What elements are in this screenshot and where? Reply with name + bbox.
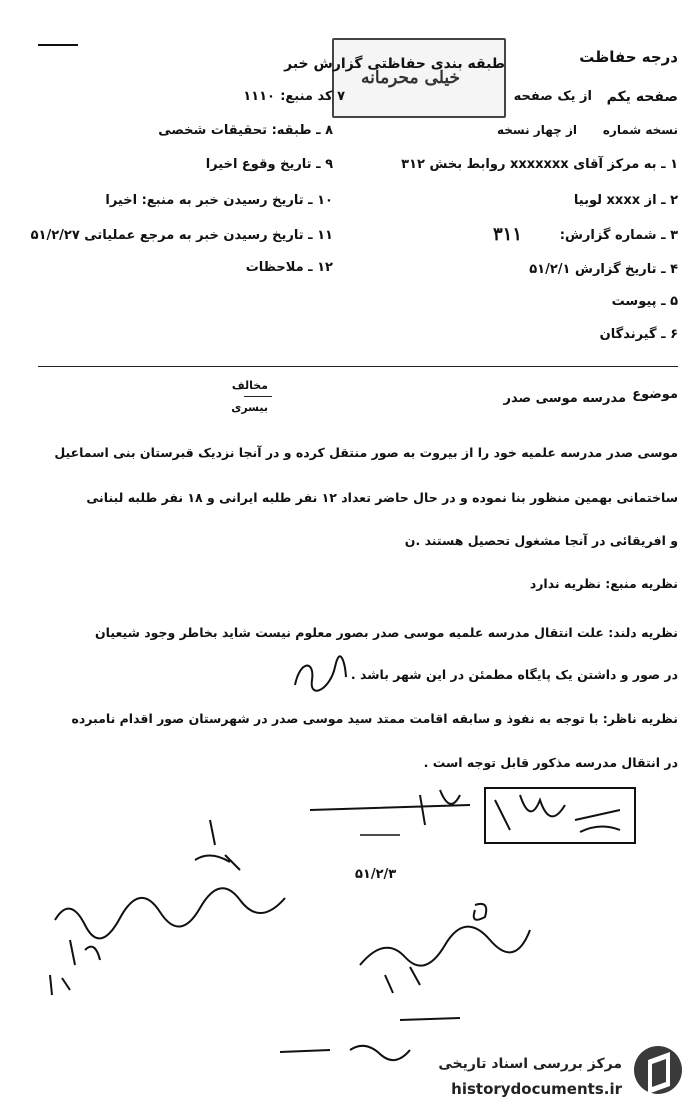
- page-label: صفحه یکم: [606, 89, 678, 105]
- right-field-5: ۵ ـ پیوست: [611, 294, 678, 309]
- left-field-10: ۱۰ ـ تاریخ رسیدن خبر به منبع: اخیرا: [105, 193, 333, 208]
- report-number-handwritten: ۳۱۱: [492, 224, 522, 245]
- right-field-1: ۱ ـ به مرکز آقای xxxxxxx روابط بخش ۳۱۲: [401, 157, 678, 172]
- right-field-4: ۴ ـ تاریخ گزارش ۵۱/۲/۱: [529, 262, 678, 277]
- right-field-3: ۳ ـ شماره گزارش:: [559, 228, 678, 243]
- handwritten-mark: [290, 655, 350, 695]
- body-line-5: نظریه دلند: علت انتقال مدرسه علمیه موسی صدر بصور معلوم نیست شاید بخاطر وجود شیعیان: [95, 625, 678, 640]
- security-label: درجه حفاظت: [579, 48, 678, 66]
- handwritten-signature-right: [345, 895, 545, 1000]
- watermark-site: historydocuments.ir: [451, 1080, 622, 1098]
- watermark-name: مرکز بررسی اسناد تاریخی: [438, 1056, 622, 1072]
- right-field-6: ۶ ـ گیرندگان: [599, 327, 678, 342]
- side-note-divider: [244, 396, 272, 397]
- body-line-6: در صور و داشتن یک پایگاه مطمئن در این شهر باشد .: [350, 667, 678, 682]
- separator-line: [38, 366, 678, 367]
- copy-number: نسخه شماره: [602, 123, 678, 137]
- left-field-12: ۱۲ ـ ملاحظات: [245, 260, 333, 275]
- subject-label: موضوع: [632, 387, 678, 402]
- subject-side-note-top: مخالف: [231, 379, 268, 392]
- classification-title: طبقه بندی حفاظتی گزارش خبر: [284, 56, 505, 72]
- subject-side-note-bottom: بیسری: [231, 401, 268, 414]
- top-dash: [38, 44, 78, 46]
- source-code-label: ۷ کد منبع:: [280, 89, 345, 104]
- page-of: از یک صفحه: [513, 89, 592, 104]
- copy-of: از چهار نسخه: [496, 123, 577, 137]
- body-line-4: نظریه منبع: نظریه ندارد: [529, 576, 678, 591]
- source-code-value: ۱۱۱۰: [243, 89, 275, 104]
- body-line-3: و افریقائی در آنجا مشغول تحصیل هستند .ن: [404, 533, 678, 548]
- watermark-logo-icon: [630, 1040, 686, 1100]
- date-bottom: ۵۱/۲/۳: [355, 867, 397, 882]
- left-field-9: ۹ ـ تاریخ وقوع اخیرا: [205, 157, 333, 172]
- handwritten-notes-left: [40, 800, 330, 1000]
- body-line-1: موسی صدر مدرسه علمیه خود را از بیروت به صور منتقل کرده و در آنجا نزدیک قبرستان بنی اسماعیل: [54, 445, 678, 460]
- left-field-11: ۱۱ ـ تاریخ رسیدن خبر به مرجع عملیاتی ۵۱/۲/۲۷: [30, 228, 333, 243]
- stamp-word: خیلی محرمانه: [361, 68, 460, 88]
- signature-stamp-box: [470, 780, 645, 850]
- body-line-8: در انتقال مدرسه مذکور قابل توجه است .: [423, 755, 678, 770]
- subject-value: مدرسه موسی صدر: [503, 391, 626, 406]
- right-field-2: ۲ ـ از xxxx لوبیا: [573, 193, 678, 208]
- body-line-7: نظریه ناظر: با توجه به نفوذ و سابقه اقامت ممتد سید موسی صدر در شهرستان صور اقدام نامبرده: [71, 711, 678, 726]
- body-line-2: ساختمانی بهمین منظور بنا نموده و در حال حاضر تعداد ۱۲ نفر طلبه ایرانی و ۱۸ نفر طلبه لبنانی: [86, 490, 678, 505]
- left-field-8: ۸ ـ طبقه: تحقیقات شخصی: [158, 123, 333, 138]
